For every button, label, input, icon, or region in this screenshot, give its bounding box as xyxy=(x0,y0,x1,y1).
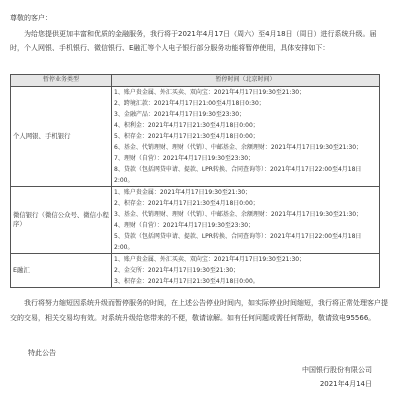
channel-cell: E融汇 xyxy=(11,254,112,288)
list-item: 8、贷款（包括网贷申请、提款、LPR转换、合同查询等）：2021年4月17日22:00至4月18日2:00。 xyxy=(114,166,362,184)
greeting: 尊敬的客户： xyxy=(10,14,52,22)
intro-paragraph: 为给您提供更加丰富和优质的金融服务，我行将于2021年4月17日（周六）至4月18日（周日）进行系统升级。届时，个人网银、手机银行、微信银行、E融汇等个人电子银行部分服务功能将暂停使用，具体安排如下： xyxy=(10,30,377,52)
list-item: 1、账户贵金属、外汇买卖、双向宝：2021年4月17日19:30至21:30； xyxy=(114,89,306,96)
list-item: 6、基金、代销理财、理财（代销）、中邮基金、余额理财：2021年4月17日19:30至21:30； xyxy=(114,144,363,151)
list-item: 2、积存金：2021年4月17日21:30至4月18日0:00； xyxy=(114,200,259,207)
table-header-row xyxy=(11,75,380,87)
list-item: 4、理财（自营）：2021年4月17日19:30至23:30； xyxy=(114,222,255,229)
table-row xyxy=(11,187,380,254)
issue-date: 2021年4月14日 xyxy=(319,380,372,388)
closing-line: 特此公告 xyxy=(28,349,56,357)
list-item: 3、金融产品：2021年4月17日19:30至23:30； xyxy=(114,111,246,118)
items-cell xyxy=(112,187,380,254)
table-row xyxy=(11,87,380,187)
suspension-table xyxy=(10,74,380,288)
list-item: 4、积利金：2021年4月17日21:30至4月18日0:00； xyxy=(114,122,259,129)
items-cell xyxy=(112,254,380,288)
table-row xyxy=(11,254,380,288)
issuer-name: 中国银行股份有限公司 xyxy=(302,366,372,374)
list-item: 5、积存金：2021年4月17日21:30至4月18日0:00； xyxy=(114,133,259,140)
list-item: 3、积存金：2021年4月17日21:30至4月18日0:00。 xyxy=(114,278,259,285)
list-item: 2、金交所：2021年4月17日19:30至21:30； xyxy=(114,267,240,274)
items-cell xyxy=(112,87,380,187)
header-channel: 暂停业务类型 xyxy=(11,75,112,87)
list-item: 3、基金、代销理财、理财（代销）、中邮基金、余额理财：2021年4月17日19:30至21:30； xyxy=(114,211,363,218)
list-item: 7、理财（自营）：2021年4月17日19:30至23:30； xyxy=(114,155,255,162)
outro-paragraph: 我行将努力缩短因系统升级而暂停服务的时间，在上述公告停业时间内，如实际停业时间缩短，我行将正常处理客户提交的交易，相关交易均有效。对系统升级给您带来的不便，敬请谅解。如有任何问题或需任何帮助，敬请致电95566。 xyxy=(10,299,388,322)
list-item: 1、账户贵金属：2021年4月17日19:30至21:30； xyxy=(114,189,252,196)
list-item: 5、贷款（包括网贷申请、提款、LPR转换、合同查询等）：2021年4月17日22:00至4月18日2:00。 xyxy=(114,233,362,251)
list-item: 1、账户贵金属、外汇买卖、双向宝：2021年4月17日19:30至21:30； xyxy=(114,256,306,263)
channel-cell: 个人网银、手机银行 xyxy=(11,87,112,187)
header-time: 暂停时间（北京时间） xyxy=(112,75,380,87)
list-item: 2、跨境汇款：2021年4月17日21:00至4月18日0:30； xyxy=(114,100,265,107)
channel-cell: 微信银行（微信公众号、微信小程序） xyxy=(11,187,112,254)
